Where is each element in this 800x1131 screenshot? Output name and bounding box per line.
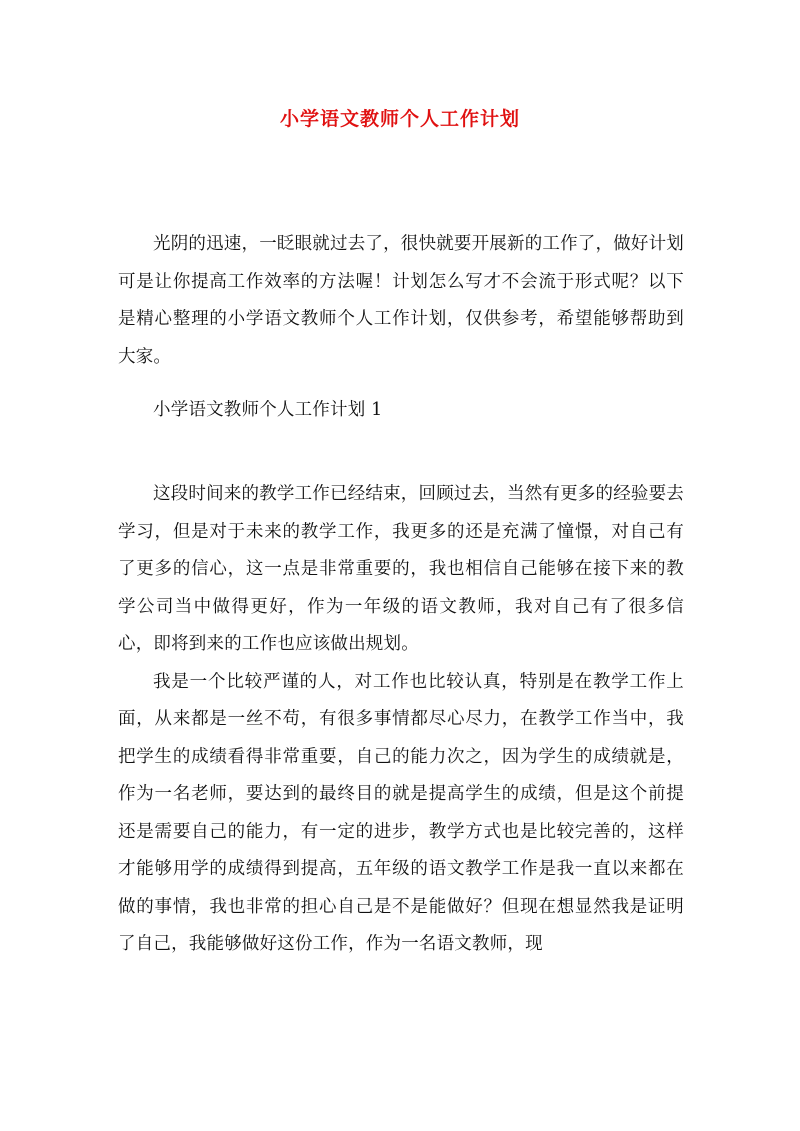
document-title: 小学语文教师个人工作计划 bbox=[279, 108, 520, 130]
section-subheading: 小学语文教师个人工作计划 1 bbox=[153, 400, 383, 420]
subheading-block bbox=[118, 392, 684, 430]
intro-paragraph: 光阴的迅速，一眨眼就过去了，很快就要开展新的工作了，做好计划可是让你提高工作效率的方法喔！计划怎么写才不会流于形式呢？以下是精心整理的小学语文教师个人工作计划，仅供参考，希望能够帮助到大家。 bbox=[118, 234, 684, 367]
intro-block bbox=[118, 226, 684, 376]
body-paragraph: 这段时间来的教学工作已经结束，回顾过去，当然有更多的经验要去学习，但是对于未来的教学工作，我更多的还是充满了憧憬，对自己有了更多的信心，这一点是非常重要的，我也相信自己能够在接下来的教学公司当中做得更好，作为一年级的语文教师，我对自己有了很多信心，即将到来的工作也应该做出规划。 bbox=[118, 484, 684, 654]
body-paragraph: 我是一个比较严谨的人，对工作也比较认真，特别是在教学工作上面，从来都是一丝不苟，有很多事情都尽心尽力，在教学工作当中，我把学生的成绩看得非常重要，自己的能力次之，因为学生的成绩就是，作为一名老师，要达到的最终目的就是提高学生的成绩，但是这个前提还是需要自己的能力，有一定的进步，教学方式也是比较完善的，这样才能够用学的成绩得到提高，五年级的语文教学工作是我一直以来都在做的事情，我也非常的担心自己是不是能做好？但现在想显然我是证明了自己，我能够做好这份工作，作为一名语文教师，现 bbox=[118, 671, 684, 954]
section-1-body bbox=[118, 476, 684, 964]
